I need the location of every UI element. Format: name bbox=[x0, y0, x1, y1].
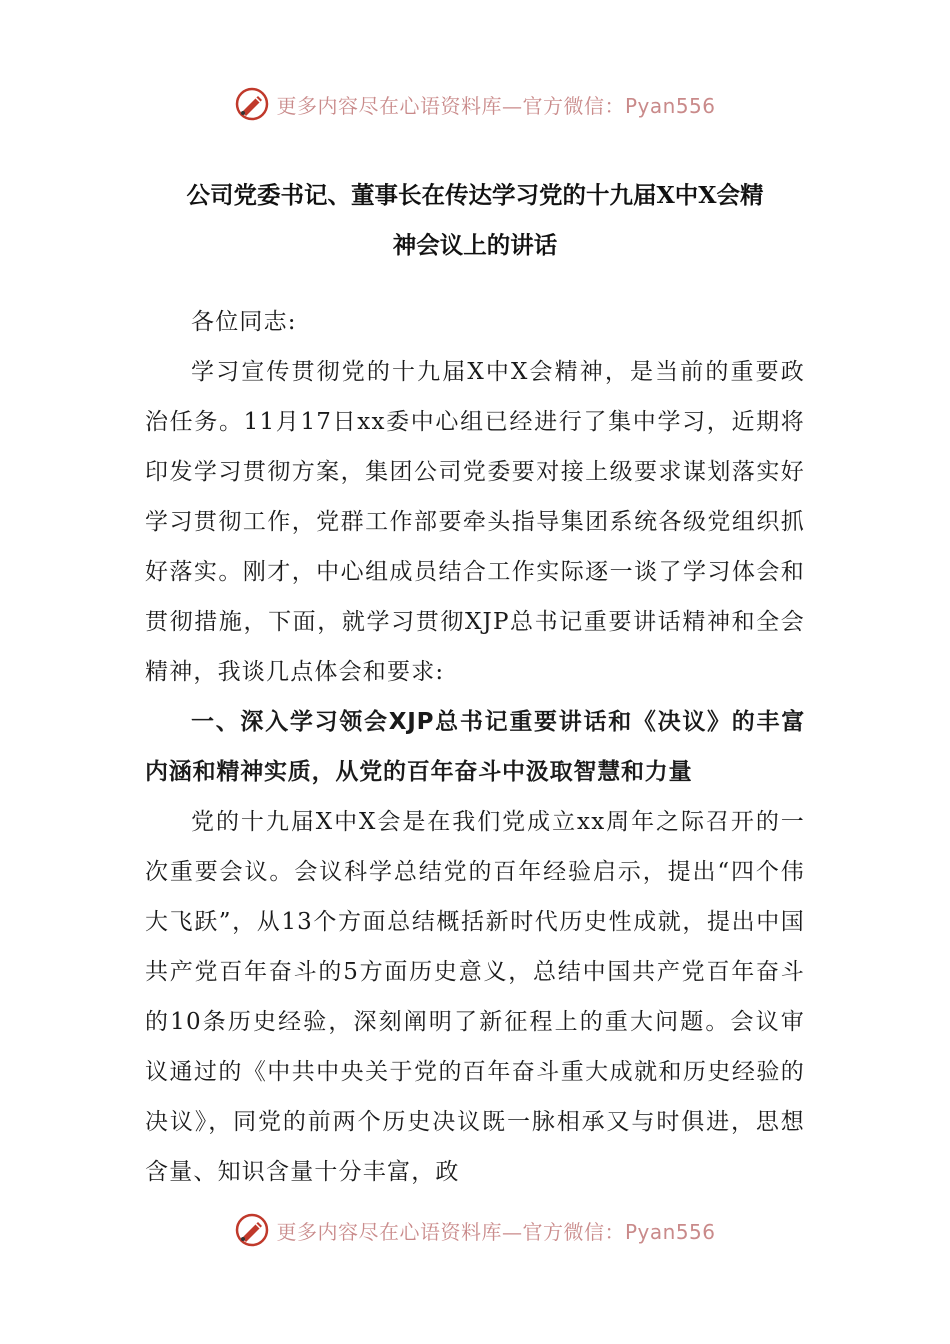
pen-circle-logo-icon bbox=[234, 86, 270, 122]
watermark-text: 更多内容尽在心语资料库—官方微信：Pyan556 bbox=[276, 1219, 716, 1244]
pen-circle-logo-icon bbox=[234, 1212, 270, 1248]
watermark-header bbox=[0, 82, 950, 126]
paragraph-section-1: 党的十九届X中X会是在我们党成立xx周年之际召开的一次重要会议。会议科学总结党的百年经验启示，提出“四个伟大飞跃”，从13个方面总结概括新时代历史性成就，提出中国共产党百年奋斗的5方面历史意义，总结中国共产党百年奋斗的10条历史经验，深刻阐明了新征程上的重大问题。会议审议通过的《中共中央关于党的百年奋斗重大成就和历史经验的决议》，同党的前两个历史决议既一脉相承又与时俱进，思想含量、知识含量十分丰富，政 bbox=[145, 809, 805, 1185]
document-body bbox=[145, 297, 805, 1197]
document-title bbox=[145, 170, 805, 270]
salutation: 各位同志: bbox=[191, 309, 297, 335]
watermark-text: 更多内容尽在心语资料库—官方微信：Pyan556 bbox=[276, 93, 716, 118]
title-line-1: 公司党委书记、董事长在传达学习党的十九届X中X会精 bbox=[186, 181, 764, 209]
paragraph-intro: 学习宣传贯彻党的十九届X中X会精神，是当前的重要政治任务。11月17日xx委中心组已经进行了集中学习，近期将印发学习贯彻方案，集团公司党委要对接上级要求谋划落实好学习贯彻工作，党群工作部要牵头指导集团系统各级党组织抓好落实。刚才，中心组成员结合工作实际逐一谈了学习体会和贯彻措施，下面，就学习贯彻XJP总书记重要讲话精神和全会精神，我谈几点体会和要求: bbox=[145, 359, 805, 685]
watermark-footer bbox=[0, 1208, 950, 1252]
section-heading-1: 一、深入学习领会XJP总书记重要讲话和《决议》的丰富内涵和精神实质，从党的百年奋斗中汲取智慧和力量 bbox=[145, 709, 805, 785]
title-line-2: 神会议上的讲话 bbox=[392, 231, 558, 259]
